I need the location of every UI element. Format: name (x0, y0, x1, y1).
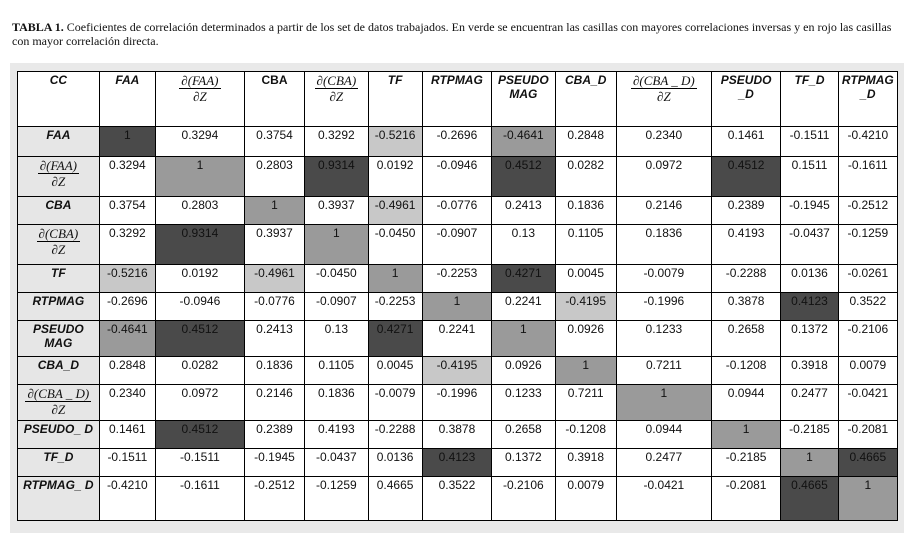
column-header (492, 72, 555, 127)
table-row (18, 265, 898, 293)
column-header (305, 72, 368, 127)
table-cell: -0.2106 (492, 477, 555, 521)
table-cell: 0.1836 (305, 385, 368, 421)
table-cell: -0.2185 (711, 449, 781, 477)
row-header-numerator: ∂(CBA) (38, 226, 79, 241)
table-cell: 1 (368, 265, 422, 293)
row-header-text: TF (51, 266, 66, 280)
table-cell: 0.2146 (616, 197, 711, 225)
table-row (18, 321, 898, 357)
table-cell: -0.4195 (555, 293, 616, 321)
table-cell: -0.2696 (422, 127, 492, 157)
table-row (18, 421, 898, 449)
table-cell: 0.9314 (305, 157, 368, 197)
table-cell: 0.0192 (368, 157, 422, 197)
table-cell: -0.4641 (99, 321, 155, 357)
column-header (368, 72, 422, 127)
table-cell: 0.2848 (555, 127, 616, 157)
table-cell: 0.2340 (99, 385, 155, 421)
table-cell: -0.1208 (555, 421, 616, 449)
table-cell: 0.3918 (555, 449, 616, 477)
table-cell: -0.0946 (155, 293, 244, 321)
table-cell: -0.1511 (155, 449, 244, 477)
table-row (18, 127, 898, 157)
table-cell: 0.3754 (99, 197, 155, 225)
table-cell: 1 (155, 157, 244, 197)
table-cell: 0.3878 (422, 421, 492, 449)
table-cell: 0.1372 (492, 449, 555, 477)
row-header-numerator: ∂(CBA _ D) (27, 386, 90, 401)
table-cell: 0.3522 (838, 293, 897, 321)
table-cell: 0.0079 (555, 477, 616, 521)
table-cell: 0.2477 (616, 449, 711, 477)
table-cell: -0.0907 (422, 225, 492, 265)
row-header (18, 421, 100, 449)
row-header-denominator: ∂Z (51, 402, 66, 417)
table-cell: -0.2185 (781, 421, 838, 449)
row-header-fraction (38, 158, 79, 189)
column-header-text: CBA (261, 73, 288, 87)
table-cell: 0.2389 (244, 421, 304, 449)
table-cell: -0.0079 (368, 385, 422, 421)
table-cell: 0.4193 (305, 421, 368, 449)
column-header-text: FAA (115, 73, 140, 87)
row-header-text: RTPMAG_ D (23, 478, 94, 492)
table-cell: -0.2512 (838, 197, 897, 225)
table-cell: 1 (838, 477, 897, 521)
table-cell: -0.0437 (305, 449, 368, 477)
table-cell: 1 (711, 421, 781, 449)
row-header-text: TF_D (43, 450, 74, 464)
table-cell: -0.2253 (368, 293, 422, 321)
table-cell: -0.0437 (781, 225, 838, 265)
column-header-numerator: ∂(CBA _ D) (632, 73, 695, 88)
column-header-text: TF_D (794, 73, 825, 87)
table-row (18, 477, 898, 521)
table-cell: -0.4195 (422, 357, 492, 385)
table-cell: 0.4665 (838, 449, 897, 477)
column-header-numerator: ∂(FAA) (181, 73, 219, 88)
table-cell: -0.2081 (711, 477, 781, 521)
row-header (18, 449, 100, 477)
table-cell: 0.4665 (368, 477, 422, 521)
row-header-text: PSEUDO MAG (33, 322, 84, 350)
table-cell: 0.2413 (244, 321, 304, 357)
table-cell: -0.2288 (368, 421, 422, 449)
table-cell: 0.1372 (781, 321, 838, 357)
header-row (18, 72, 898, 127)
table-cell: 0.0944 (616, 421, 711, 449)
table-cell: 0.3294 (155, 127, 244, 157)
table-cell: 0.3937 (244, 225, 304, 265)
table-cell: 0.1233 (616, 321, 711, 357)
table-cell: -0.0450 (368, 225, 422, 265)
table-cell: -0.4210 (99, 477, 155, 521)
table-cell: -0.1259 (838, 225, 897, 265)
row-header (18, 357, 100, 385)
caption-label: TABLA 1. (12, 20, 64, 34)
table-cell: 0.4512 (492, 157, 555, 197)
table-cell: 0.3522 (422, 477, 492, 521)
table-cell: 0.0282 (555, 157, 616, 197)
table-cell: -0.0776 (422, 197, 492, 225)
table-cell: 0.1511 (781, 157, 838, 197)
table-cell: 0.3878 (711, 293, 781, 321)
table-caption (12, 20, 907, 48)
table-cell: 0.0944 (711, 385, 781, 421)
table-cell: 0.0926 (492, 357, 555, 385)
table-cell: -0.0946 (422, 157, 492, 197)
table-cell: -0.4961 (368, 197, 422, 225)
table-cell: -0.2106 (838, 321, 897, 357)
table-row (18, 385, 898, 421)
table-cell: 0.2477 (781, 385, 838, 421)
table-cell: 1 (305, 225, 368, 265)
row-header-text: RTPMAG (32, 294, 85, 308)
column-header (422, 72, 492, 127)
table-cell: 0.1836 (616, 225, 711, 265)
row-header (18, 385, 100, 421)
table-cell: 0.2413 (492, 197, 555, 225)
table-cell: 0.3754 (244, 127, 304, 157)
column-header-denominator: ∂Z (329, 89, 344, 104)
table-cell: 0.3294 (99, 157, 155, 197)
table-cell: 0.4512 (155, 421, 244, 449)
row-header (18, 321, 100, 357)
column-header (781, 72, 838, 127)
table-cell: 0.0079 (838, 357, 897, 385)
column-header-text: RTPMAG _D (841, 73, 894, 101)
table-cell: 0.1836 (244, 357, 304, 385)
caption-text: Coeficientes de correlación determinados a partir de los set de datos trabajados. En verde se encuentran las casillas con mayores correlaciones inversas y en rojo las casillas con mayor correlación directa. (12, 20, 892, 48)
table-cell: 0.4512 (155, 321, 244, 357)
column-header-text: CBA_D (565, 73, 607, 87)
table-cell: -0.4210 (838, 127, 897, 157)
column-header (155, 72, 244, 127)
column-header-text: PSEUDO MAG (498, 73, 549, 101)
table-cell: -0.1208 (711, 357, 781, 385)
table-cell: 0.4271 (368, 321, 422, 357)
table-cell: 0.13 (305, 321, 368, 357)
row-header (18, 265, 100, 293)
table-cell: 1 (616, 385, 711, 421)
table-cell: 0.2658 (492, 421, 555, 449)
row-header-text: CBA (45, 198, 72, 212)
table-row (18, 357, 898, 385)
table-cell: 0.2803 (155, 197, 244, 225)
row-header-fraction (37, 226, 81, 257)
table-cell: 0.0926 (555, 321, 616, 357)
table-cell: 0.4512 (711, 157, 781, 197)
table-cell: -0.2512 (244, 477, 304, 521)
table-cell: 0.4193 (711, 225, 781, 265)
column-header-denominator: ∂Z (657, 89, 671, 104)
table-cell: 0.1836 (555, 197, 616, 225)
table-cell: 0.0136 (781, 265, 838, 293)
table-row (18, 197, 898, 225)
table-cell: 0.4665 (781, 477, 838, 521)
column-header-numerator: ∂(CBA) (316, 73, 357, 88)
table-cell: -0.1259 (305, 477, 368, 521)
column-header (711, 72, 781, 127)
row-header (18, 157, 100, 197)
table-cell: 1 (422, 293, 492, 321)
table-cell: 0.9314 (155, 225, 244, 265)
table-cell: 1 (99, 127, 155, 157)
table-cell: -0.0261 (838, 265, 897, 293)
table-body (18, 127, 898, 521)
row-header (18, 225, 100, 265)
row-header-fraction (25, 386, 91, 417)
table-cell: -0.0079 (616, 265, 711, 293)
column-header-fraction (315, 73, 359, 104)
table-cell: 0.3292 (99, 225, 155, 265)
table-cell: -0.1996 (616, 293, 711, 321)
table-cell: 0.0972 (155, 385, 244, 421)
table-cell: -0.2288 (711, 265, 781, 293)
table-cell: 0.1105 (555, 225, 616, 265)
table-cell: 0.2340 (616, 127, 711, 157)
row-header-numerator: ∂(FAA) (39, 158, 77, 173)
column-header-text: PSEUDO _D (720, 73, 772, 101)
table-cell: 0.2848 (99, 357, 155, 385)
row-header-text: FAA (46, 128, 71, 142)
column-header-text: TF (387, 73, 403, 87)
table-cell: 1 (244, 197, 304, 225)
table-cell: 0.1461 (711, 127, 781, 157)
column-header (838, 72, 897, 127)
row-header-denominator: ∂Z (51, 174, 66, 189)
table-row (18, 225, 898, 265)
row-header-text: PSEUDO_ D (23, 422, 94, 436)
table-cell: -0.0776 (244, 293, 304, 321)
table-cell: 0.3918 (781, 357, 838, 385)
row-header (18, 293, 100, 321)
table-cell: -0.4961 (244, 265, 304, 293)
table-cell: -0.1945 (781, 197, 838, 225)
row-header (18, 127, 100, 157)
row-header-text: CBA_D (37, 358, 80, 372)
table-cell: 1 (492, 321, 555, 357)
table-cell: -0.1511 (781, 127, 838, 157)
table-cell: 0.2241 (492, 293, 555, 321)
table-row (18, 157, 898, 197)
column-header-denominator: ∂Z (193, 89, 207, 104)
correlation-table (17, 71, 898, 521)
table-cell: 0.4271 (492, 265, 555, 293)
table-cell: -0.2253 (422, 265, 492, 293)
table-cell: 0.2803 (244, 157, 304, 197)
table-cell: 0.3937 (305, 197, 368, 225)
table-cell: 0.0045 (555, 265, 616, 293)
row-header (18, 197, 100, 225)
table-cell: 0.0282 (155, 357, 244, 385)
column-header (616, 72, 711, 127)
table-cell: 0.3292 (305, 127, 368, 157)
table-cell: 0.7211 (616, 357, 711, 385)
table-row (18, 449, 898, 477)
table-cell: -0.1996 (422, 385, 492, 421)
column-header-fraction (631, 73, 697, 104)
table-cell: 0.13 (492, 225, 555, 265)
table-cell: -0.4641 (492, 127, 555, 157)
table-cell: 0.7211 (555, 385, 616, 421)
row-header (18, 477, 100, 521)
column-header (244, 72, 304, 127)
table-cell: 0.1461 (99, 421, 155, 449)
table-cell: -0.5216 (99, 265, 155, 293)
table-cell: 0.0136 (368, 449, 422, 477)
table-cell: -0.1945 (244, 449, 304, 477)
table-cell: 0.2658 (711, 321, 781, 357)
table-cell: 0.4123 (781, 293, 838, 321)
table-cell: -0.1511 (99, 449, 155, 477)
column-header-text: RTPMAG (431, 73, 483, 87)
table-cell: 0.4123 (422, 449, 492, 477)
column-header (555, 72, 616, 127)
table-cell: 1 (555, 357, 616, 385)
table-row (18, 293, 898, 321)
table-cell: -0.2696 (99, 293, 155, 321)
row-header-denominator: ∂Z (51, 242, 66, 257)
corner-header: CC (18, 72, 100, 127)
table-cell: 0.1105 (305, 357, 368, 385)
table-cell: -0.1611 (155, 477, 244, 521)
table-cell: -0.1611 (838, 157, 897, 197)
table-cell: -0.0421 (838, 385, 897, 421)
table-cell: 0.1233 (492, 385, 555, 421)
table-cell: -0.5216 (368, 127, 422, 157)
table-cell: 0.2389 (711, 197, 781, 225)
table-cell: 0.0192 (155, 265, 244, 293)
column-header (99, 72, 155, 127)
table-cell: 0.2146 (244, 385, 304, 421)
table-cell: 0.0972 (616, 157, 711, 197)
column-header-fraction (179, 73, 220, 104)
table-cell: 0.2241 (422, 321, 492, 357)
table-cell: -0.0421 (616, 477, 711, 521)
table-cell: -0.0907 (305, 293, 368, 321)
table-cell: -0.0450 (305, 265, 368, 293)
table-cell: 0.0045 (368, 357, 422, 385)
table-cell: -0.2081 (838, 421, 897, 449)
table-cell: 1 (781, 449, 838, 477)
